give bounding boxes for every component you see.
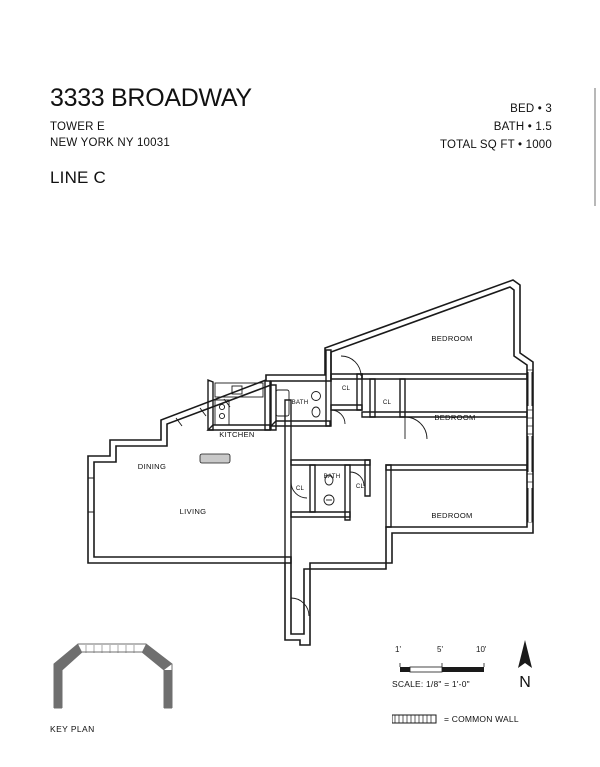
closet-label-4: CL xyxy=(355,483,365,490)
address-label: NEW YORK NY 10031 xyxy=(50,137,170,149)
room-label-bedroom-1: BEDROOM xyxy=(431,334,473,343)
scale-tick-10: 10' xyxy=(476,645,487,654)
room-label-bedroom-3: BEDROOM xyxy=(431,511,473,520)
spec-bed: BED • 3 xyxy=(510,103,552,115)
room-label-dining: DINING xyxy=(137,462,167,471)
scale-tick-1: 1' xyxy=(395,645,401,654)
spec-bath: BATH • 1.5 xyxy=(493,121,552,133)
room-label-bedroom-2: BEDROOM xyxy=(434,413,476,422)
right-edge-rule xyxy=(594,88,596,206)
spec-total-sqft: TOTAL SQ FT • 1000 xyxy=(439,139,552,151)
closet-label-1: CL xyxy=(341,385,351,392)
line-label: LINE C xyxy=(50,168,106,187)
scale-caption: SCALE: 1/8" = 1'-0" xyxy=(392,679,470,689)
room-label-living: LIVING xyxy=(179,507,207,516)
legend-label: = COMMON WALL xyxy=(444,714,519,724)
scale-tick-5: 5' xyxy=(437,645,443,654)
room-label-bath-2: BATH xyxy=(323,473,341,480)
north-arrow xyxy=(508,640,542,690)
closet-label-2: CL xyxy=(382,399,392,406)
key-plan-label: KEY PLAN xyxy=(50,724,95,734)
tower-label: TOWER E xyxy=(50,121,105,133)
room-label-kitchen: KITCHEN xyxy=(219,430,255,439)
closet-label-3: CL xyxy=(295,485,305,492)
north-letter: N xyxy=(519,674,531,691)
floorplan-drawing xyxy=(0,250,600,670)
unit-specs xyxy=(440,100,552,154)
room-label-bath-1: BATH xyxy=(291,399,309,406)
page-title: 3333 BROADWAY xyxy=(50,84,252,112)
